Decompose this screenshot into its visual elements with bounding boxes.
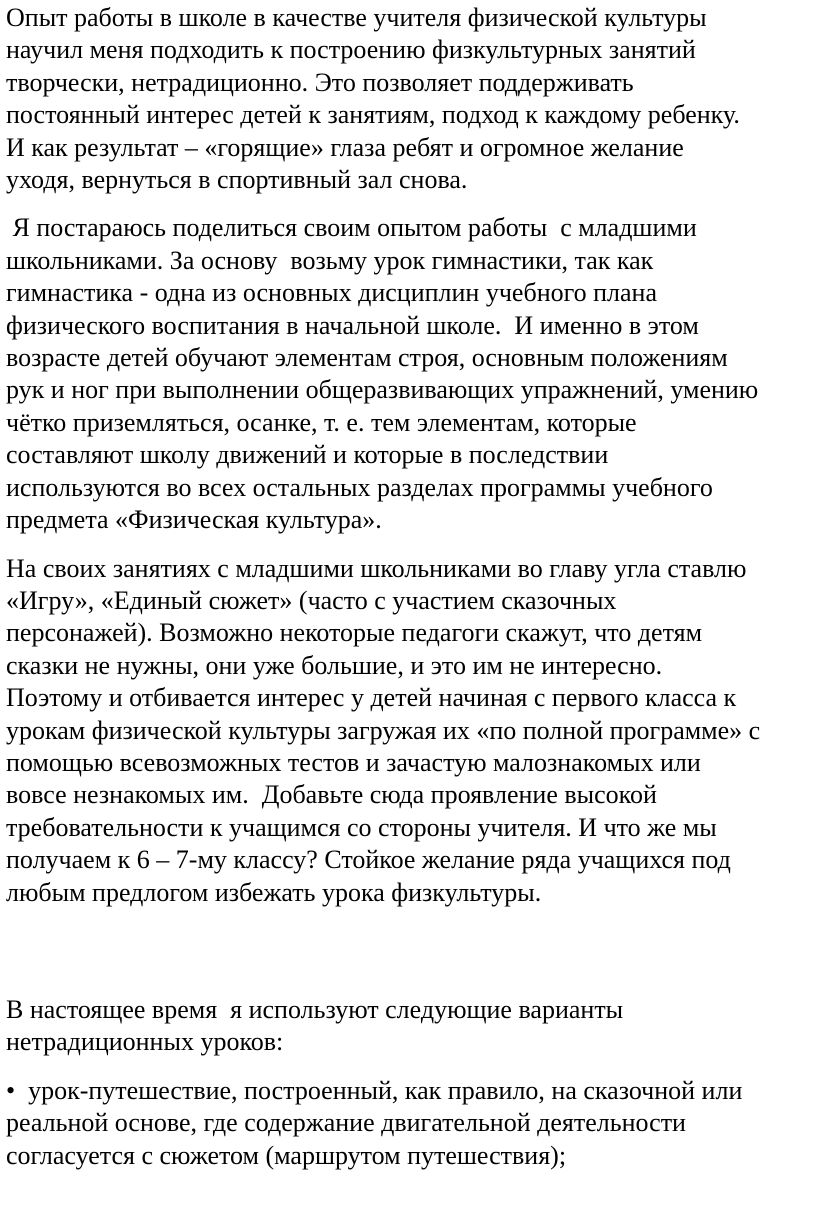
text-line: уходя, вернуться в спортивный зал снова. xyxy=(6,165,468,195)
text-line: рук и ног при выполнении общеразвивающих упражнений, умению xyxy=(6,375,759,405)
text-line: гимнастика - одна из основных дисциплин учебного плана xyxy=(6,278,658,308)
text-line: На своих занятиях с младшими школьниками во главу угла ставлю xyxy=(6,553,747,583)
text-line: помощью всевозможных тестов и зачастую малознакомых или xyxy=(6,747,701,777)
paragraph-game-lessons xyxy=(6,553,814,909)
text-line: вовсе незнакомых им. Добавьте сюда проявление высокой xyxy=(6,780,657,810)
text-line: постоянный интерес детей к занятиям, подход к каждому ребенку. xyxy=(6,100,740,130)
text-line: требовательности к учащимся со стороны учителя. И что же мы xyxy=(6,812,717,842)
paragraph-spacer xyxy=(6,909,814,994)
text-line: возрасте детей обучают элементам строя, основным положениям xyxy=(6,343,728,373)
text-line: И как результат – «горящие» глаза ребят и огромное желание xyxy=(6,132,684,162)
text-line: В настоящее время я используют следующие варианты xyxy=(6,994,624,1024)
text-line: персонажей). Возможно некоторые педагоги скажут, что детям xyxy=(6,618,703,648)
text-line: физического воспитания в начальной школе. И именно в этом xyxy=(6,310,699,340)
text-line: реальной основе, где содержание двигательной деятельности xyxy=(6,1108,686,1138)
text-line: сказки не нужны, они уже большие, и это им не интересно. xyxy=(6,650,663,680)
document-page xyxy=(6,2,814,1172)
text-line: • урок-путешествие, построенный, как правило, на сказочной или xyxy=(6,1075,743,1105)
paragraph-spacer xyxy=(6,537,814,553)
text-line: согласуется с сюжетом (маршрутом путешествия); xyxy=(6,1140,567,1170)
paragraph-gymnastics xyxy=(6,212,814,536)
text-line: Поэтому и отбивается интерес у детей начиная с первого класса к xyxy=(6,683,737,713)
text-line: Опыт работы в школе в качестве учителя физической культуры xyxy=(6,3,707,32)
text-line: школьниками. За основу возьму урок гимнастики, так как xyxy=(6,245,654,275)
text-line: получаем к 6 – 7-му классу? Стойкое желание ряда учащихся под xyxy=(6,845,731,875)
text-line: составляют школу движений и которые в последствии xyxy=(6,440,609,470)
text-line: нетрадиционных уроков: xyxy=(6,1027,284,1057)
text-line: «Игру», «Единый сюжет» (часто с участием сказочных xyxy=(6,585,617,615)
text-line: используются во всех остальных разделах программы учебного xyxy=(6,472,713,502)
text-line: урокам физической культуры загружая их «по полной программе» с xyxy=(6,715,761,745)
paragraph-spacer xyxy=(6,196,814,212)
paragraph-experience xyxy=(6,2,814,196)
paragraph-spacer xyxy=(6,1059,814,1075)
text-line: творчески, нетрадиционно. Это позволяет поддерживать xyxy=(6,67,634,97)
paragraph-intro-list xyxy=(6,994,814,1059)
list-item-travel-lesson xyxy=(6,1075,814,1172)
text-line: чётко приземляться, осанке, т. е. тем элементам, которые xyxy=(6,407,637,437)
text-line: научил меня подходить к построению физкультурных занятий xyxy=(6,35,696,65)
text-line: Я постараюсь поделиться своим опытом работы с младшими xyxy=(6,213,697,243)
text-line: предмета «Физическая культура». xyxy=(6,505,382,535)
text-line: любым предлогом избежать урока физкультуры. xyxy=(6,877,542,907)
